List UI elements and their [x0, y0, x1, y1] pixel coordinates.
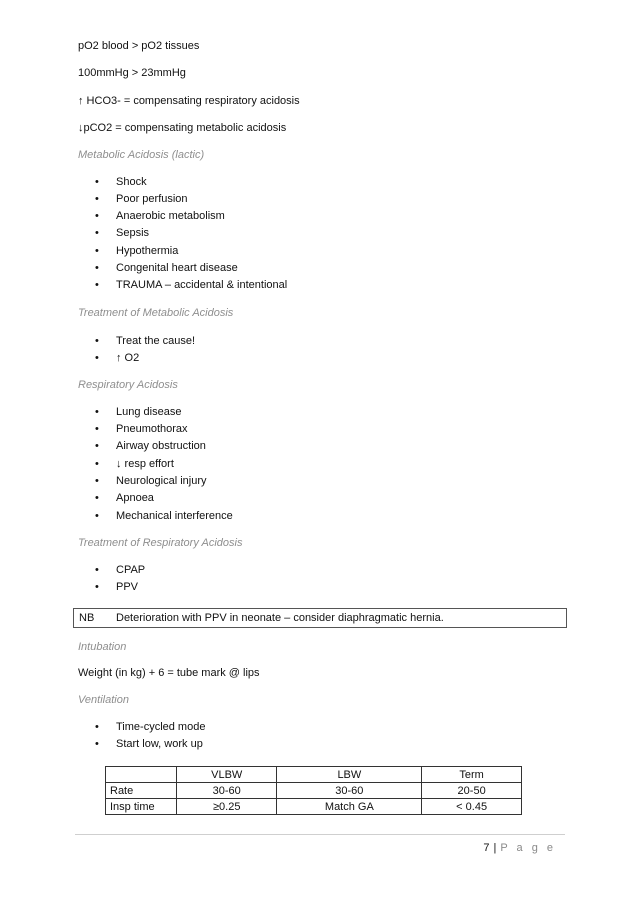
footer-divider	[75, 834, 565, 835]
bullet-icon: •	[95, 176, 99, 188]
bullet-icon: •	[95, 423, 99, 435]
table-cell: < 0.45	[422, 799, 522, 815]
bullet-icon: •	[95, 227, 99, 239]
table-row	[106, 783, 522, 799]
section-heading-treatment-metabolic: Treatment of Metabolic Acidosis	[78, 307, 234, 319]
note-label: NB	[79, 612, 95, 624]
bullet-icon: •	[95, 564, 99, 576]
table-header-cell: VLBW	[177, 767, 277, 783]
bullet-icon: •	[95, 335, 99, 347]
list-item: TRAUMA – accidental & intentional	[116, 279, 288, 291]
bullet-icon: •	[95, 492, 99, 504]
bullet-icon: •	[95, 210, 99, 222]
list-item: ↑ O2	[116, 352, 140, 364]
text-line: 100mmHg > 23mmHg	[78, 67, 186, 79]
list-item: Congenital heart disease	[116, 262, 238, 274]
bullet-icon: •	[95, 406, 99, 418]
list-item: Mechanical interference	[116, 510, 233, 522]
table-header-row	[106, 767, 522, 783]
bullet-icon: •	[95, 738, 99, 750]
table-header-cell: Term	[422, 767, 522, 783]
section-heading-ventilation: Ventilation	[78, 694, 129, 706]
list-item: Lung disease	[116, 406, 182, 418]
table-cell: 30-60	[277, 783, 422, 799]
note-text: Deterioration with PPV in neonate – consider diaphragmatic hernia.	[116, 612, 444, 624]
bullet-icon: •	[95, 458, 99, 470]
list-item: PPV	[116, 581, 139, 593]
table-header-cell: LBW	[277, 767, 422, 783]
table-cell: Rate	[106, 783, 177, 799]
text-line: ↑ HCO3- = compensating respiratory acidosis	[78, 95, 300, 107]
bullet-icon: •	[95, 475, 99, 487]
page-footer	[483, 842, 556, 854]
page-number: 7	[483, 842, 490, 854]
section-heading-treatment-respiratory: Treatment of Respiratory Acidosis	[78, 537, 243, 549]
list-item: Time-cycled mode	[116, 721, 206, 733]
table-header-cell	[106, 767, 177, 783]
bullet-icon: •	[95, 581, 99, 593]
bullet-icon: •	[95, 262, 99, 274]
list-item: Anaerobic metabolism	[116, 210, 225, 222]
list-item: Poor perfusion	[116, 193, 188, 205]
list-item: Shock	[116, 176, 147, 188]
list-item: ↓ resp effort	[116, 458, 174, 470]
bullet-icon: •	[95, 352, 99, 364]
list-item: Sepsis	[116, 227, 150, 239]
list-item: Neurological injury	[116, 475, 207, 487]
ventilation-table	[105, 766, 522, 815]
table-row	[106, 799, 522, 815]
section-heading-intubation: Intubation	[78, 641, 127, 653]
bullet-icon: •	[95, 245, 99, 257]
table-cell: 20-50	[422, 783, 522, 799]
table-cell: Match GA	[277, 799, 422, 815]
list-item: Start low, work up	[116, 738, 203, 750]
bullet-icon: •	[95, 440, 99, 452]
section-heading-metabolic-acidosis: Metabolic Acidosis (lactic)	[78, 149, 205, 161]
list-item: Airway obstruction	[116, 440, 206, 452]
bullet-icon: •	[95, 279, 99, 291]
table-cell: 30-60	[177, 783, 277, 799]
bullet-icon: •	[95, 721, 99, 733]
list-item: Hypothermia	[116, 245, 179, 257]
bullet-icon: •	[95, 510, 99, 522]
text-line: pO2 blood > pO2 tissues	[78, 40, 200, 52]
table-cell: Insp time	[106, 799, 177, 815]
list-item: Treat the cause!	[116, 335, 196, 347]
section-heading-respiratory-acidosis: Respiratory Acidosis	[78, 379, 178, 391]
page-word: P a g e	[500, 842, 556, 854]
list-item: Pneumothorax	[116, 423, 188, 435]
footer-separator: |	[493, 842, 497, 854]
bullet-icon: •	[95, 193, 99, 205]
list-item: Apnoea	[116, 492, 154, 504]
table-cell: ≥0.25	[177, 799, 277, 815]
list-item: CPAP	[116, 564, 146, 576]
intubation-formula: Weight (in kg) + 6 = tube mark @ lips	[78, 667, 260, 679]
text-line: ↓pCO2 = compensating metabolic acidosis	[78, 122, 287, 134]
note-box	[73, 608, 567, 628]
